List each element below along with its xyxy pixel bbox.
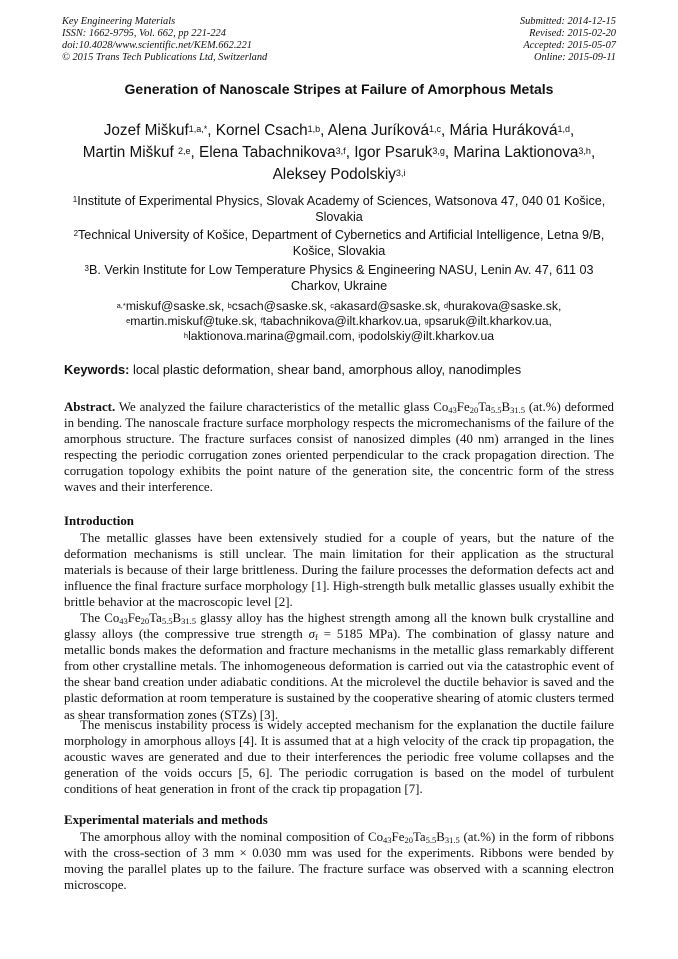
- paper-title: Generation of Nanoscale Stripes at Failure of Amorphous Metals: [124, 81, 554, 97]
- affiliation: $^3$B. Verkin Institute for Low Temperature Physics & Engineering NASU, Lenin Av. 47, 611 03 Charkov, Ukraine: [84, 263, 594, 293]
- issn: ISSN: 1662-9795, Vol. 662, pp 221-224: [62, 28, 226, 39]
- email[interactable]: $^{a,*}$miskuf@saske.sk: [116, 299, 221, 313]
- abstract-label: Abstract.: [64, 400, 116, 414]
- online-date: Online: 2015-09-11: [533, 52, 616, 63]
- author-list: Jozef Miškuf$^{1,a,*}$, Kornel Csach$^{1,b}$, Alena Juríková$^{1,c}$, Mária Huráková$^{1,d}$, Martin Miškuf $^{2,e}$, Elena Tabachnikova$^{3,f}$, Igor Psaruk$^{3,g}$, Marina Laktionova$^{3,h}$, Aleksey Podolskiy$^{3,i}$: [82, 122, 596, 183]
- paragraph: The amorphous alloy with the nominal composition of $Co_{43}Fe_{20}Ta_{5.5}B_{31.5}$ (at.%) in the form of ribbons with the cross-section of 3 mm × 0.030 mm was used for the experiments. Ribbons were bended by moving the parallel plates up to the failure. The fracture surface was observed with a scanning electron microscope.: [64, 830, 614, 893]
- keywords-label: Keywords:: [64, 362, 130, 377]
- submitted-date: Submitted: 2014-12-15: [519, 16, 616, 27]
- author: Martin Miškuf $^{2,e}$: [82, 144, 191, 161]
- keywords-text: local plastic deformation, shear band, amorphous alloy, nanodimples: [132, 362, 522, 377]
- email[interactable]: $^f$tabachnikova@ilt.kharkov.ua: [260, 314, 418, 328]
- email[interactable]: $^g$psaruk@ilt.kharkov.ua: [424, 314, 549, 328]
- journal-name: Key Engineering Materials: [62, 16, 176, 27]
- author: Elena Tabachnikova$^{3,f}$: [199, 144, 346, 161]
- author: Marina Laktionova$^{3,h}$: [453, 144, 591, 161]
- paragraph: The metallic glasses have been extensively studied for a couple of years, but the nature of the deformation mechanisms is still unclear. The main limitation for their application as the structural materials is because of their large brittleness. During the failure processes the deformation defects act and influence the final fracture surface morphology [1]. High-strength bulk metallic glasses usually exhibit the brittle behavior at the macroscopic level [2].: [64, 531, 614, 610]
- section-heading-methods: Experimental materials and methods: [64, 813, 268, 827]
- email[interactable]: $^d$hurakova@saske.sk: [443, 299, 558, 313]
- section-heading-introduction: Introduction: [64, 514, 134, 528]
- author: Aleksey Podolskiy$^{3,i}$: [272, 166, 406, 183]
- author: Alena Juríková$^{1,c}$: [327, 122, 441, 139]
- copyright: © 2015 Trans Tech Publications Ltd, Switzerland: [62, 52, 268, 63]
- email[interactable]: $^h$laktionova.marina@gmail.com: [183, 329, 352, 343]
- email[interactable]: $^i$podolskiy@ilt.kharkov.ua: [358, 329, 495, 343]
- keywords: [64, 362, 624, 377]
- doi: doi:10.4028/www.scientific.net/KEM.662.221: [62, 40, 252, 51]
- dates-header: [520, 16, 616, 64]
- paragraph: The meniscus instability process is widely accepted mechanism for the explanation the ductile failure morphology in amorphous alloys [4]. It is assumed that at a high velocity of the crack tip propagation, the acoustic waves are generated and due to their interferences the periodic free volume collapses and the generation of the voids occurs [5, 6]. The periodic corrugation is based on the model of turbulent conditions of heat generation in front of the crack tip propagation [7].: [64, 718, 614, 797]
- email[interactable]: $^c$akasard@saske.sk: [330, 299, 438, 313]
- author: Jozef Miškuf$^{1,a,*}$: [103, 122, 208, 139]
- author: Igor Psaruk$^{3,g}$: [354, 144, 445, 161]
- affiliation: $^1$Institute of Experimental Physics, Slovak Academy of Sciences, Watsonova 47, 040 01 Košice, Slovakia: [72, 194, 606, 224]
- email[interactable]: $^e$martin.miskuf@tuke.sk: [126, 314, 254, 328]
- revised-date: Revised: 2015-02-20: [529, 28, 616, 39]
- paragraph: The $Co_{43}Fe_{20}Ta_{5.5}B_{31.5}$ glassy alloy has the highest strength among all the known bulk crystalline and glassy alloys (the compressive true strength $\sigma_f = 5185$ MPa). The combination of glassy nature and metallic bonds makes the deformation and fracture mechanisms in the metallic glass remarkably different from other crystalline metals. The inhomogeneous deformation is carried out via the catastrophic event of the shear band creation under adiabatic conditions. At the microlevel the ductile behavior is saved and the plastic deformation at room temperature is sustained by the cooperative shearing of atomic clusters termed as shear transformation zones (STZs) [3].: [64, 611, 614, 722]
- email-list: $^{a,*}$miskuf@saske.sk, $^b$csach@saske.sk, $^c$akasard@saske.sk, $^d$hurakova@saske.sk, $^e$martin.miskuf@tuke.sk, $^f$tabachnikova@ilt.kharkov.ua, $^g$psaruk@ilt.kharkov.ua, $^h$laktionova.marina@gmail.com, $^i$podolskiy@ilt.kharkov.ua: [116, 299, 562, 343]
- accepted-date: Accepted: 2015-05-07: [523, 40, 616, 51]
- author: Kornel Csach$^{1,b}$: [215, 122, 321, 139]
- journal-header: [62, 16, 267, 64]
- email[interactable]: $^b$csach@saske.sk: [227, 299, 324, 313]
- abstract: Abstract. We analyzed the failure characteristics of the metallic glass $Co_{43}Fe_{20}Ta_{5.5}B_{31.5}$ (at.%) deformed in bending. The nanoscale fracture surface morphology respects the micromechanisms of the failure of the amorphous structure. The fracture surfaces consist of nanosized dimples (40 nm) arranged in the lines respecting the periodic corrugation zones oriented perpendicular to the crack propagation direction. The corrugation topology exhibits the point nature of the generation site, the concentric form of the stress waves and their interference.: [64, 400, 615, 495]
- affiliation: $^2$Technical University of Košice, Department of Cybernetics and Artificial Intelligence, Letna 9/B, Košice, Slovakia: [73, 228, 605, 258]
- author: Mária Huráková$^{1,d}$: [449, 122, 570, 139]
